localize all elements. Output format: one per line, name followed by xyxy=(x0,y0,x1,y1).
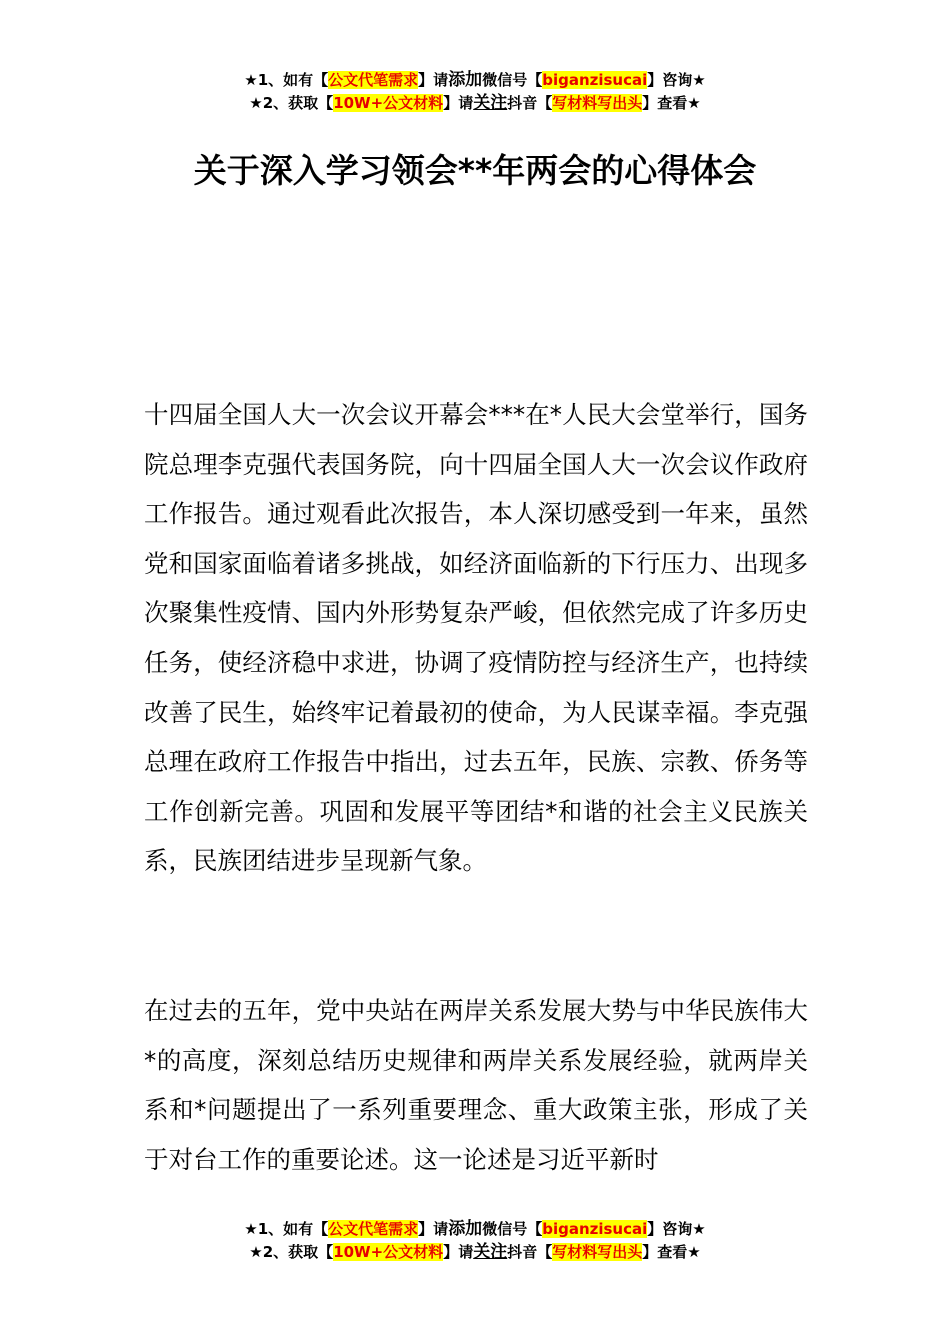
body-paragraph-1: 十四届全国人大一次会议开幕会***在*人民大会堂举行，国务院总理李克强代表国务院，向十四届全国人大一次会议作政府工作报告。通过观看此次报告，本人深切感受到一年来，虽然党和国家面临着诸多挑战，如经济面临新的下行压力、出现多次聚集性疫情、国内外形势复杂严峻，但依然完成了许多历史任务，使经济稳中求进，协调了疫情防控与经济生产，也持续改善了民生，始终牢记着最初的使命，为人民谋幸福。李克强总理在政府工作报告中指出，过去五年，民族、宗教、侨务等工作创新完善。巩固和发展平等团结*和谐的社会主义民族关系，民族团结进步呈现新气象。 xyxy=(144,400,808,876)
banner-line-1: ★1、如有【公文代笔需求】请添加微信号【biganzisucai】咨询★ xyxy=(244,70,706,90)
highlight-materials: 10W+公文材料 xyxy=(333,94,444,112)
document-title: 关于深入学习领会**年两会的心得体会 xyxy=(193,151,757,190)
emphasis-follow: 关注 xyxy=(473,93,508,113)
footer-banner xyxy=(0,1218,950,1264)
wechat-id: biganzisucai xyxy=(542,71,648,89)
wechat-id: biganzisucai xyxy=(542,1220,648,1238)
body-paragraph-2: 在过去的五年，党中央站在两岸关系发展大势与中华民族伟大*的高度，深刻总结历史规律和两岸关系发展经验，就两岸关系和*问题提出了一系列重要理念、重大政策主张，形成了关于对台工作的重要论述。这一论述是习近平新时 xyxy=(144,996,808,1174)
highlight-materials: 10W+公文材料 xyxy=(333,1243,444,1261)
header-banner xyxy=(0,69,950,115)
banner-line-2: ★2、获取【10W+公文材料】请关注抖音【写材料写出头】查看★ xyxy=(249,93,701,113)
emphasis-add: 添加 xyxy=(448,70,483,90)
douyin-account: 写材料写出头 xyxy=(552,1243,643,1261)
highlight-service: 公文代笔需求 xyxy=(328,71,419,89)
banner-line-2: ★2、获取【10W+公文材料】请关注抖音【写材料写出头】查看★ xyxy=(249,1242,701,1262)
douyin-account: 写材料写出头 xyxy=(552,94,643,112)
emphasis-add: 添加 xyxy=(448,1219,483,1239)
highlight-service: 公文代笔需求 xyxy=(328,1220,419,1238)
banner-line-1: ★1、如有【公文代笔需求】请添加微信号【biganzisucai】咨询★ xyxy=(244,1219,706,1239)
emphasis-follow: 关注 xyxy=(473,1242,508,1262)
